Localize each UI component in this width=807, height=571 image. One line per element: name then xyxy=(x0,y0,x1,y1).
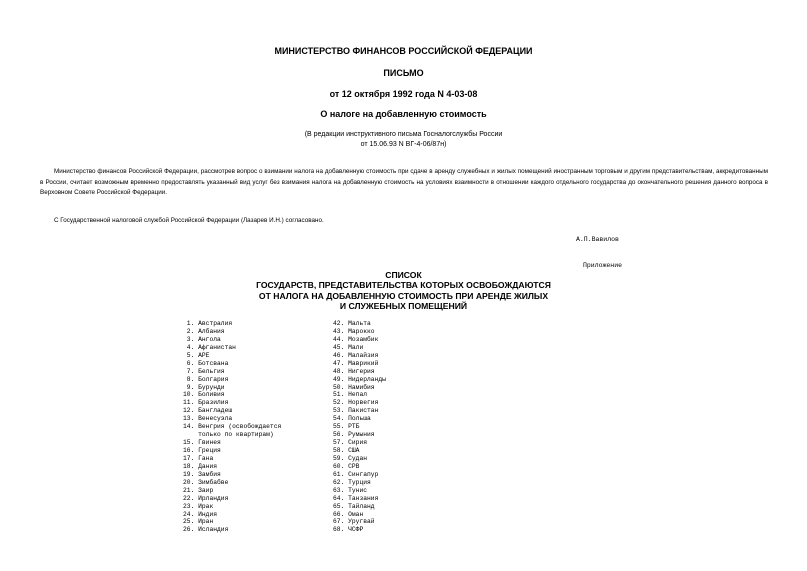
ministry-heading: МИНИСТЕРСТВО ФИНАНСОВ РОССИЙСКОЙ ФЕДЕРАЦИИ xyxy=(274,46,533,56)
country-list-left-column xyxy=(183,320,281,534)
country-list-item: 47. Маврикий xyxy=(333,359,379,367)
country-list-item: 50. Намибия xyxy=(333,383,375,391)
country-list-item: 63. Тунис xyxy=(333,486,368,494)
country-list-item: 16. Греция xyxy=(183,447,221,454)
country-list-item: 14. Венгрия (освобождается xyxy=(183,423,282,431)
country-list-item: 15. Гвинея xyxy=(183,439,221,447)
country-list-item: 45. Мали xyxy=(333,343,364,351)
country-list-item: 57. Сирия xyxy=(333,439,368,447)
country-list-item: 60. СРВ xyxy=(333,462,360,470)
country-list-item: 26. Исландия xyxy=(183,526,229,534)
list-subtitle-line2: ОТ НАЛОГА НА ДОБАВЛЕННУЮ СТОИМОСТЬ ПРИ АРЕНДЕ ЖИЛЫХ xyxy=(258,291,549,301)
country-list-item: 61. Сингапур xyxy=(333,470,379,478)
country-list-item: 11. Бразилия xyxy=(183,399,229,407)
country-list-item: 42. Мальта xyxy=(333,320,371,327)
country-list-item: только по квартирам) xyxy=(183,431,274,439)
country-list-item: 20. Зимбабве xyxy=(183,478,229,486)
date-number-heading: от 12 октября 1992 года N 4-03-08 xyxy=(329,89,478,99)
country-list-item: 53. Пакистан xyxy=(333,407,379,415)
country-list-item: 68. ЧСФР xyxy=(333,526,364,534)
country-list-item: 4. Афганистан xyxy=(183,343,236,351)
list-title: СПИСОК xyxy=(385,270,422,280)
country-list-item: 55. РТБ xyxy=(333,423,360,431)
country-list-item: 13. Венесуэла xyxy=(183,415,233,423)
country-list-item: 5. АРЕ xyxy=(183,351,210,359)
country-list-item: 49. Нидерланды xyxy=(333,375,386,383)
country-list-item: 12. Бангладеш xyxy=(183,407,233,415)
country-list-item: 64. Танзания xyxy=(333,494,379,502)
appendix-label: Приложение xyxy=(583,262,623,269)
country-list-item: 58. США xyxy=(333,447,360,454)
country-list-item: 6. Ботсвана xyxy=(183,359,229,367)
country-list-item: 51. Непал xyxy=(333,391,368,399)
country-list-item: 46. Малайзия xyxy=(333,351,379,359)
country-list-item: 56. Румыния xyxy=(333,431,375,439)
country-list-item: 62. Турция xyxy=(333,478,371,486)
country-list-item: 10. Боливия xyxy=(183,391,225,399)
country-list-item: 23. Ирак xyxy=(183,502,214,510)
country-list-item: 24. Индия xyxy=(183,510,218,518)
signature: А.П.Вавилов xyxy=(576,236,619,243)
country-list-item: 48. Нигерия xyxy=(333,367,375,375)
body-paragraph-main: Министерство финансов Российской Федерации, рассмотрев вопрос о взимании налога на добавленную стоимость при сдаче в аренду служебных и жилых помещений иностранным торговым и другим представительствам, аккредитованным в России, считает возможным временно предоставлять указанный вид услуг без взимания налога на добавленную стоимость на условиях взаимности в отношении каждого отдельного государства до окончательного решения данного вопроса в Верховном Совете Российской Федерации. xyxy=(40,168,768,197)
country-list-item: 17. Гана xyxy=(183,454,214,462)
country-list-item: 8. Болгария xyxy=(183,375,229,383)
list-subtitle-line1: ГОСУДАРСТВ, ПРЕДСТАВИТЕЛЬСТВА КОТОРЫХ ОСВОБОЖДАЮТСЯ xyxy=(256,280,551,290)
country-list-item: 59. Судан xyxy=(333,454,368,462)
country-list-right-column xyxy=(333,320,386,534)
document-type-heading: ПИСЬМО xyxy=(383,68,424,78)
country-list-item: 3. Ангола xyxy=(183,335,221,343)
country-list-item: 25. Иран xyxy=(183,518,214,526)
country-list-item: 54. Польша xyxy=(333,415,371,423)
country-list-item: 65. Тайланд xyxy=(333,502,375,510)
country-list-item: 21. Заир xyxy=(183,486,214,494)
body-paragraph-agreement: С Государственной налоговой службой Российской Федерации (Лазарев И.Н.) согласовано. xyxy=(54,217,324,224)
subject-heading: О налоге на добавленную стоимость xyxy=(320,109,487,119)
country-list-item: 19. Замбия xyxy=(183,470,221,478)
revision-note-line2: от 15.06.93 N ВГ-4-06/87н) xyxy=(360,141,447,148)
country-list-item: 9. Бурунди xyxy=(183,383,225,391)
list-subtitle-line3: И СЛУЖЕБНЫХ ПОМЕЩЕНИЙ xyxy=(339,301,468,311)
country-list-item: 7. Бельгия xyxy=(183,367,225,375)
country-list-item: 52. Норвегия xyxy=(333,399,379,407)
country-list-item: 67. Уругвай xyxy=(333,518,375,526)
country-list-item: 66. Оман xyxy=(333,510,364,518)
country-list-item: 43. Марокко xyxy=(333,327,375,335)
country-list-item: 18. Дания xyxy=(183,462,218,470)
country-list-item: 22. Ирландия xyxy=(183,494,229,502)
country-list-item: 1. Австралия xyxy=(183,320,233,327)
country-list-item: 44. Мозамбик xyxy=(333,335,379,343)
country-list-item: 2. Албания xyxy=(183,327,225,335)
revision-note-line1: (В редакции инструктивного письма Госналогслужбы России xyxy=(304,131,503,138)
